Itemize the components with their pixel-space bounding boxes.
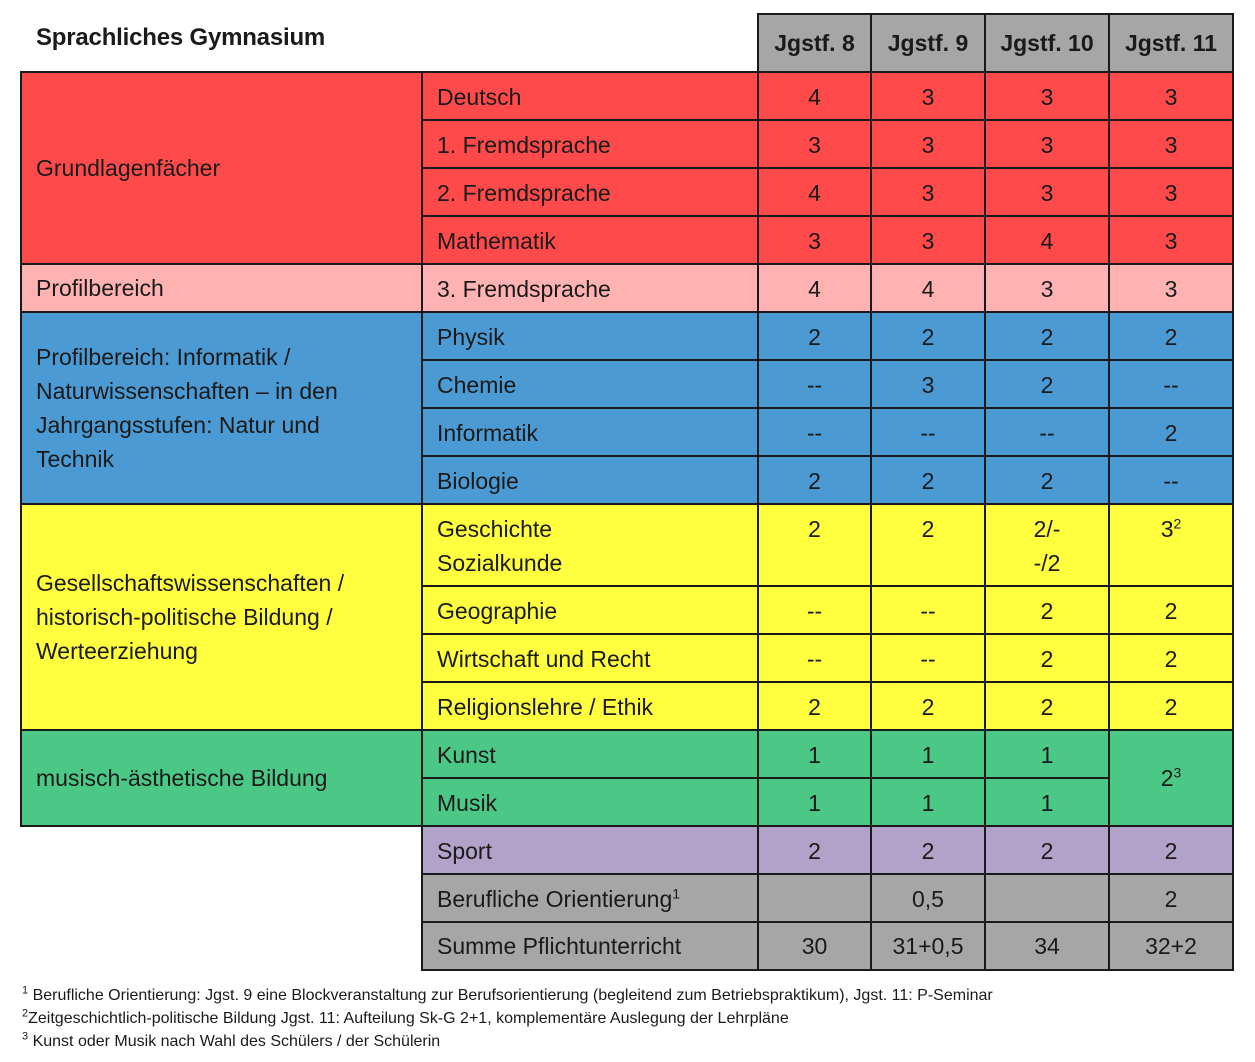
category-nat-line-2: Naturwissenschaften – in den xyxy=(36,378,338,404)
category-gesellschaft xyxy=(21,504,422,730)
footnote-ref-2: 2 xyxy=(1173,515,1182,532)
subject-berufliche-orientierung xyxy=(422,874,758,922)
value-geographie-8: -- xyxy=(758,586,871,634)
value-fs2-9: 3 xyxy=(871,168,985,216)
value-wirtschaft-11: 2 xyxy=(1109,634,1233,682)
header-jgst-9: Jgstf. 9 xyxy=(871,14,985,72)
value-physik-9: 2 xyxy=(871,312,985,360)
subject-fremdsprache-2: 2. Fremdsprache xyxy=(422,168,758,216)
value-sport-11: 2 xyxy=(1109,826,1233,874)
footnote-1 xyxy=(22,984,993,1007)
value-religion-10: 2 xyxy=(985,682,1109,730)
empty-cell xyxy=(21,874,422,922)
value-chemie-8: -- xyxy=(758,360,871,408)
category-ges-line-3: Werteerziehung xyxy=(36,638,198,664)
empty-header-cell xyxy=(422,14,758,72)
value-kunst-8: 1 xyxy=(758,730,871,778)
page-title: Sprachliches Gymnasium xyxy=(36,24,326,51)
subject-informatik: Informatik xyxy=(422,408,758,456)
subject-fremdsprache-3: 3. Fremdsprache xyxy=(422,264,758,312)
value-chemie-11: -- xyxy=(1109,360,1233,408)
subject-geschichte-sozialkunde xyxy=(422,504,758,586)
category-grundlagen: Grundlagenfächer xyxy=(21,72,422,264)
value-informatik-11: 2 xyxy=(1109,408,1233,456)
footnote-ref-3: 3 xyxy=(1173,764,1182,781)
value-geschichte-10-line-2: -/2 xyxy=(1033,550,1061,576)
subject-mathematik: Mathematik xyxy=(422,216,758,264)
subject-fremdsprache-1: 1. Fremdsprache xyxy=(422,120,758,168)
value-mathe-11: 3 xyxy=(1109,216,1233,264)
empty-cell xyxy=(21,826,422,874)
value-biologie-9: 2 xyxy=(871,456,985,504)
value-physik-8: 2 xyxy=(758,312,871,360)
value-fs1-10: 3 xyxy=(985,120,1109,168)
value-musik-10: 1 xyxy=(985,778,1109,826)
value-informatik-10: -- xyxy=(985,408,1109,456)
timetable xyxy=(20,13,1234,971)
value-biologie-11: -- xyxy=(1109,456,1233,504)
value-summe-10: 34 xyxy=(985,922,1109,970)
value-geographie-9: -- xyxy=(871,586,985,634)
value-deutsch-10: 3 xyxy=(985,72,1109,120)
subject-geographie: Geographie xyxy=(422,586,758,634)
value-berufliche-10 xyxy=(985,874,1109,922)
value-fs3-9: 4 xyxy=(871,264,985,312)
row-geschichte-sozialkunde xyxy=(21,504,1233,586)
subject-deutsch: Deutsch xyxy=(422,72,758,120)
value-geschichte-11-number: 3 xyxy=(1160,516,1174,542)
value-mathe-9: 3 xyxy=(871,216,985,264)
footnote-mark: 3 xyxy=(22,1030,29,1043)
value-geschichte-8: 2 xyxy=(758,504,871,586)
footnote-3 xyxy=(22,1030,993,1053)
value-deutsch-8: 4 xyxy=(758,72,871,120)
footnote-text: Zeitgeschichtlich-politische Bildung Jgst. 11: Aufteilung Sk-G 2+1, komplementäre Auslegung der Lehrpläne xyxy=(28,1010,789,1027)
value-fs2-10: 3 xyxy=(985,168,1109,216)
row-kunst xyxy=(21,730,1233,778)
row-fremdsprache-3 xyxy=(21,264,1233,312)
value-geschichte-10-line-1: 2/- xyxy=(1033,516,1061,542)
footnote-mark: 2 xyxy=(22,1007,29,1020)
subject-wirtschaft-recht: Wirtschaft und Recht xyxy=(422,634,758,682)
footnotes xyxy=(22,984,993,1053)
subject-physik: Physik xyxy=(422,312,758,360)
value-summe-11: 32+2 xyxy=(1109,922,1233,970)
category-naturwissenschaften xyxy=(21,312,422,504)
value-deutsch-11: 3 xyxy=(1109,72,1233,120)
footnote-2 xyxy=(22,1007,993,1030)
value-fs3-10: 3 xyxy=(985,264,1109,312)
value-biologie-8: 2 xyxy=(758,456,871,504)
value-deutsch-9: 3 xyxy=(871,72,985,120)
footnote-ref-1: 1 xyxy=(672,885,681,902)
value-sport-10: 2 xyxy=(985,826,1109,874)
footnote-text: Kunst oder Musik nach Wahl des Schülers / der Schülerin xyxy=(32,1033,441,1050)
value-biologie-10: 2 xyxy=(985,456,1109,504)
row-summe xyxy=(21,922,1233,970)
value-informatik-9: -- xyxy=(871,408,985,456)
row-deutsch xyxy=(21,72,1233,120)
category-nat-line-1: Profilbereich: Informatik / xyxy=(36,344,291,370)
subject-geschichte: Geschichte xyxy=(437,516,553,542)
value-kunst-musik-11 xyxy=(1109,730,1233,826)
value-geographie-10: 2 xyxy=(985,586,1109,634)
subject-berufliche-text: Berufliche Orientierung xyxy=(437,886,673,912)
value-kunst-9: 1 xyxy=(871,730,985,778)
value-mathe-8: 3 xyxy=(758,216,871,264)
header-row xyxy=(21,14,1233,72)
subject-religion-ethik: Religionslehre / Ethik xyxy=(422,682,758,730)
header-jgst-8: Jgstf. 8 xyxy=(758,14,871,72)
category-ges-line-2: historisch-politische Bildung / xyxy=(36,604,333,630)
value-kunst-musik-11-number: 2 xyxy=(1160,765,1174,791)
footnote-text: Berufliche Orientierung: Jgst. 9 eine Blockveranstaltung zur Berufsorientierung (begleitend zum Betriebspraktikum), Jgst. 11: P-Seminar xyxy=(32,987,993,1004)
category-ges-line-1: Gesellschaftswissenschaften / xyxy=(36,570,345,596)
category-nat-line-3: Jahrgangsstufen: Natur und xyxy=(36,412,320,438)
row-sport xyxy=(21,826,1233,874)
value-chemie-10: 2 xyxy=(985,360,1109,408)
subject-summe: Summe Pflichtunterricht xyxy=(422,922,758,970)
subject-kunst: Kunst xyxy=(422,730,758,778)
value-geschichte-11 xyxy=(1109,504,1233,586)
value-chemie-9: 3 xyxy=(871,360,985,408)
value-sport-9: 2 xyxy=(871,826,985,874)
subject-chemie: Chemie xyxy=(422,360,758,408)
value-fs2-11: 3 xyxy=(1109,168,1233,216)
value-wirtschaft-9: -- xyxy=(871,634,985,682)
row-physik xyxy=(21,312,1233,360)
value-religion-11: 2 xyxy=(1109,682,1233,730)
value-fs1-11: 3 xyxy=(1109,120,1233,168)
value-religion-8: 2 xyxy=(758,682,871,730)
value-musik-9: 1 xyxy=(871,778,985,826)
value-geographie-11: 2 xyxy=(1109,586,1233,634)
value-fs1-9: 3 xyxy=(871,120,985,168)
value-informatik-8: -- xyxy=(758,408,871,456)
category-musisch: musisch-ästhetische Bildung xyxy=(21,730,422,826)
value-wirtschaft-10: 2 xyxy=(985,634,1109,682)
value-fs3-8: 4 xyxy=(758,264,871,312)
value-fs1-8: 3 xyxy=(758,120,871,168)
footnote-mark: 1 xyxy=(22,984,29,997)
value-berufliche-8 xyxy=(758,874,871,922)
subject-sozialkunde: Sozialkunde xyxy=(437,550,563,576)
value-sport-8: 2 xyxy=(758,826,871,874)
value-religion-9: 2 xyxy=(871,682,985,730)
row-berufliche-orientierung xyxy=(21,874,1233,922)
header-jgst-10: Jgstf. 10 xyxy=(985,14,1109,72)
category-profil: Profilbereich xyxy=(21,264,422,312)
value-wirtschaft-8: -- xyxy=(758,634,871,682)
value-geschichte-9: 2 xyxy=(871,504,985,586)
value-physik-10: 2 xyxy=(985,312,1109,360)
category-nat-line-4: Technik xyxy=(36,446,114,472)
value-geschichte-10 xyxy=(985,504,1109,586)
value-berufliche-9: 0,5 xyxy=(871,874,985,922)
subject-musik: Musik xyxy=(422,778,758,826)
value-physik-11: 2 xyxy=(1109,312,1233,360)
value-kunst-10: 1 xyxy=(985,730,1109,778)
subject-sport: Sport xyxy=(422,826,758,874)
value-musik-8: 1 xyxy=(758,778,871,826)
empty-cell xyxy=(21,922,422,970)
value-berufliche-11: 2 xyxy=(1109,874,1233,922)
title-cell xyxy=(21,14,422,72)
value-summe-9: 31+0,5 xyxy=(871,922,985,970)
value-fs2-8: 4 xyxy=(758,168,871,216)
value-mathe-10: 4 xyxy=(985,216,1109,264)
value-summe-8: 30 xyxy=(758,922,871,970)
subject-biologie: Biologie xyxy=(422,456,758,504)
header-jgst-11: Jgstf. 11 xyxy=(1109,14,1233,72)
value-fs3-11: 3 xyxy=(1109,264,1233,312)
